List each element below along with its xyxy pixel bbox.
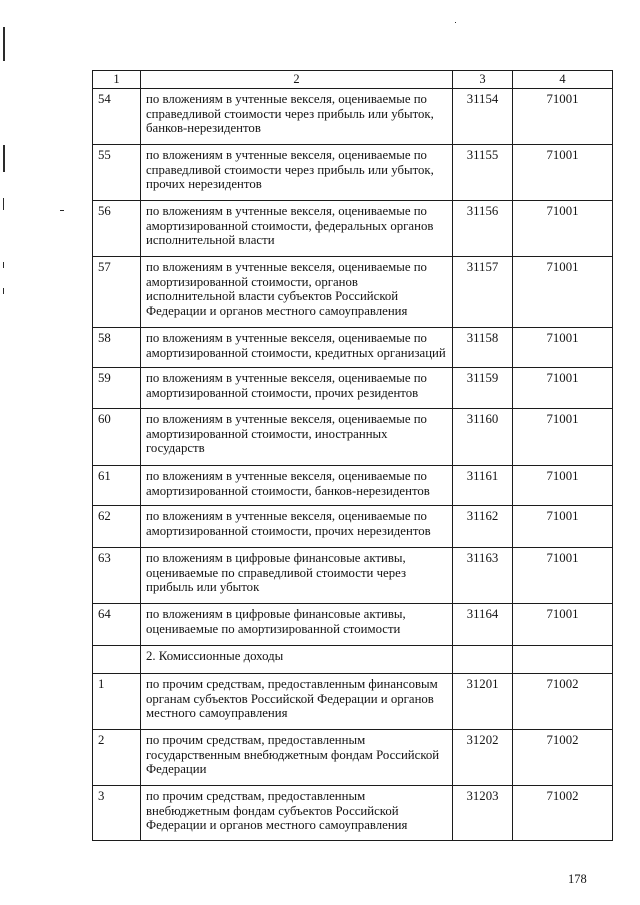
row-description: по прочим средствам, предоставленным внебюджетным фондам субъектов Российской Федерации и органов местного самоуправления <box>141 786 453 841</box>
scan-mark <box>3 288 4 294</box>
symbol-code: 71001 <box>513 145 613 201</box>
table-row <box>93 506 613 548</box>
row-description: по вложениям в учтенные векселя, оцениваемые по справедливой стоимости через прибыль или убыток, прочих нерезидентов <box>141 145 453 201</box>
row-number: 58 <box>93 328 141 368</box>
row-number: 57 <box>93 257 141 328</box>
symbol-code: 71001 <box>513 328 613 368</box>
section-row <box>93 646 613 674</box>
symbol-code: 71001 <box>513 466 613 506</box>
scan-mark <box>60 210 64 211</box>
symbol-code: 71001 <box>513 604 613 646</box>
row-description: по вложениям в учтенные векселя, оцениваемые по амортизированной стоимости, кредитных организаций <box>141 328 453 368</box>
table-row <box>93 145 613 201</box>
column-header: 3 <box>453 71 513 89</box>
symbol-code: 71002 <box>513 730 613 786</box>
page-number: 178 <box>568 872 587 886</box>
row-number: 54 <box>93 89 141 145</box>
symbol-code: 71001 <box>513 257 613 328</box>
table-row <box>93 604 613 646</box>
row-number: 62 <box>93 506 141 548</box>
row-description: по вложениям в учтенные векселя, оцениваемые по амортизированной стоимости, органов исполнительной власти субъектов Российской Федерации и органов местного самоуправления <box>141 257 453 328</box>
row-number: 59 <box>93 368 141 409</box>
empty-cell <box>93 646 141 674</box>
table-row <box>93 201 613 257</box>
account-code: 31202 <box>453 730 513 786</box>
account-code: 31157 <box>453 257 513 328</box>
header-row <box>93 71 613 89</box>
row-description: по вложениям в учтенные векселя, оцениваемые по амортизированной стоимости, иностранных государств <box>141 409 453 466</box>
row-description: по вложениям в учтенные векселя, оцениваемые по амортизированной стоимости, прочих нерезидентов <box>141 506 453 548</box>
table-row <box>93 328 613 368</box>
symbol-code: 71001 <box>513 409 613 466</box>
row-number: 55 <box>93 145 141 201</box>
table-row <box>93 466 613 506</box>
row-number: 60 <box>93 409 141 466</box>
table-row <box>93 730 613 786</box>
account-code: 31156 <box>453 201 513 257</box>
row-description: по вложениям в учтенные векселя, оцениваемые по амортизированной стоимости, банков-нерезидентов <box>141 466 453 506</box>
scan-mark <box>455 22 456 23</box>
row-description: по вложениям в цифровые финансовые активы, оцениваемые по справедливой стоимости через прибыль или убыток <box>141 548 453 604</box>
table-row <box>93 257 613 328</box>
account-code: 31155 <box>453 145 513 201</box>
account-code: 31161 <box>453 466 513 506</box>
row-number: 2 <box>93 730 141 786</box>
symbol-code: 71002 <box>513 674 613 730</box>
table-row <box>93 674 613 730</box>
symbol-code: 71001 <box>513 89 613 145</box>
account-code: 31163 <box>453 548 513 604</box>
scan-mark <box>3 27 5 61</box>
account-code: 31162 <box>453 506 513 548</box>
row-number: 61 <box>93 466 141 506</box>
account-code: 31159 <box>453 368 513 409</box>
column-header: 2 <box>141 71 453 89</box>
column-header: 4 <box>513 71 613 89</box>
scan-mark <box>3 262 4 268</box>
scan-mark <box>3 145 5 172</box>
row-number: 56 <box>93 201 141 257</box>
account-code: 31154 <box>453 89 513 145</box>
symbol-code: 71002 <box>513 786 613 841</box>
symbol-code: 71001 <box>513 506 613 548</box>
account-code: 31201 <box>453 674 513 730</box>
row-description: по прочим средствам, предоставленным государственным внебюджетным фондам Российской Федерации <box>141 730 453 786</box>
row-description: по вложениям в учтенные векселя, оцениваемые по справедливой стоимости через прибыль или убыток, банков-нерезидентов <box>141 89 453 145</box>
row-number: 64 <box>93 604 141 646</box>
account-code: 31203 <box>453 786 513 841</box>
table-row <box>93 368 613 409</box>
account-code: 31160 <box>453 409 513 466</box>
section-title: 2. Комиссионные доходы <box>141 646 453 674</box>
table-row <box>93 786 613 841</box>
row-description: по вложениям в цифровые финансовые активы, оцениваемые по амортизированной стоимости <box>141 604 453 646</box>
symbol-code: 71001 <box>513 548 613 604</box>
table-row <box>93 409 613 466</box>
account-code: 31158 <box>453 328 513 368</box>
row-number: 3 <box>93 786 141 841</box>
row-description: по вложениям в учтенные векселя, оцениваемые по амортизированной стоимости, прочих резидентов <box>141 368 453 409</box>
row-number: 1 <box>93 674 141 730</box>
accounts-table <box>92 70 613 841</box>
column-header: 1 <box>93 71 141 89</box>
scan-mark <box>3 198 4 210</box>
row-number: 63 <box>93 548 141 604</box>
empty-cell <box>513 646 613 674</box>
account-code: 31164 <box>453 604 513 646</box>
table-row <box>93 89 613 145</box>
empty-cell <box>453 646 513 674</box>
row-description: по вложениям в учтенные векселя, оцениваемые по амортизированной стоимости, федеральных органов исполнительной власти <box>141 201 453 257</box>
symbol-code: 71001 <box>513 368 613 409</box>
row-description: по прочим средствам, предоставленным финансовым органам субъектов Российской Федерации и органов местного самоуправления <box>141 674 453 730</box>
symbol-code: 71001 <box>513 201 613 257</box>
table-row <box>93 548 613 604</box>
